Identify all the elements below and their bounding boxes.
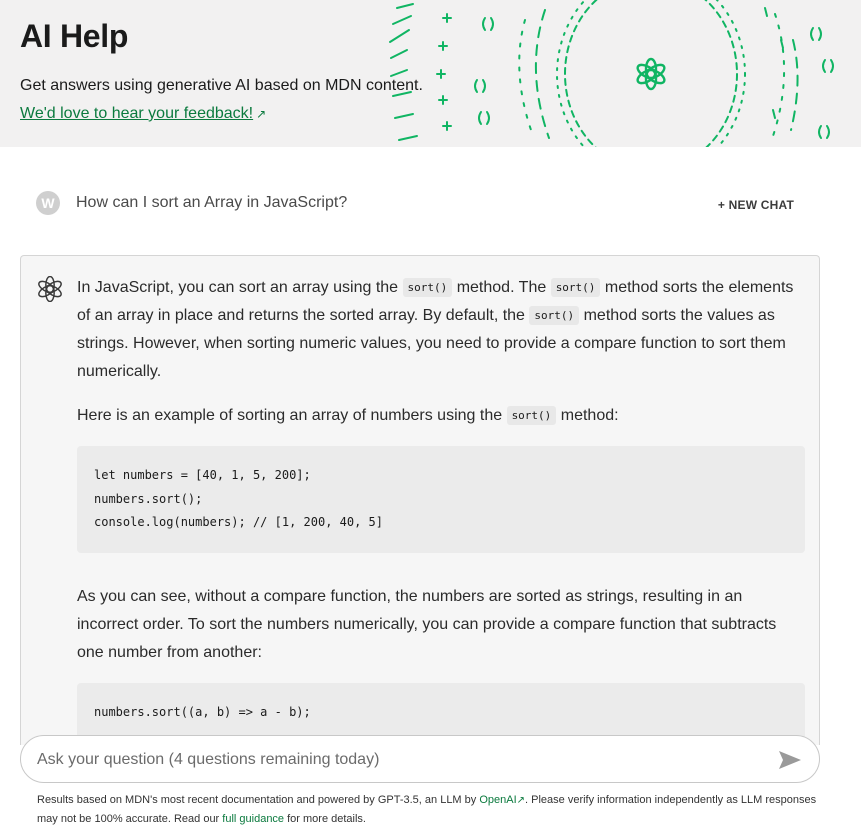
- answer-text: method sorts the values as strings. However, when sorting numeric values, you need to provide a compare function to sort them numerically.: [77, 307, 786, 380]
- full-guidance-link[interactable]: full guidance: [222, 813, 285, 825]
- openai-link-label: OpenAI: [479, 794, 517, 806]
- page-subtitle: Get answers using generative AI based on MDN content.: [20, 77, 423, 94]
- inline-code: sort(): [529, 306, 579, 325]
- inline-code: sort(): [551, 278, 601, 297]
- external-link-icon: ↗: [516, 795, 526, 806]
- code-block[interactable]: [77, 446, 805, 553]
- answer-text: method:: [556, 407, 619, 424]
- code-line: numbers.sort();: [94, 491, 203, 506]
- send-icon[interactable]: [777, 748, 803, 772]
- disclaimer: [37, 791, 827, 829]
- answer-text: method. The: [452, 279, 551, 296]
- openai-logo-icon: [37, 276, 63, 302]
- answer-paragraph: As you can see, without a compare function, the numbers are sorted as strings, resulting in an incorrect order. To sort the numbers numerically, you can provide a compare function that subtracts one number from another:: [77, 587, 777, 661]
- page-title: AI Help: [20, 18, 129, 54]
- answer-card: [20, 255, 820, 745]
- question-row: [20, 180, 820, 226]
- disclaimer-text: for more details.: [284, 813, 366, 825]
- user-question: How can I sort an Array in JavaScript?: [76, 194, 348, 211]
- hero-banner: [0, 0, 861, 147]
- answer-paragraph: [77, 274, 805, 386]
- new-chat-button[interactable]: + NEW CHAT: [717, 198, 794, 212]
- hero-decoration: [385, 0, 861, 147]
- answer-body: [77, 274, 805, 745]
- answer-text: method sorts the elements of an array in place and returns the sorted array. By default, the: [77, 279, 794, 324]
- inline-code: sort(): [403, 278, 453, 297]
- feedback-link[interactable]: [20, 105, 266, 123]
- answer-paragraph: [77, 402, 805, 430]
- feedback-link-label: We'd love to hear your feedback!: [20, 105, 254, 122]
- openai-link[interactable]: [479, 794, 525, 806]
- answer-text: Here is an example of sorting an array of numbers using the: [77, 407, 507, 424]
- openai-logo-icon: [636, 59, 667, 89]
- question-input[interactable]: [37, 748, 757, 772]
- code-line: numbers.sort((a, b) => a - b);: [94, 704, 311, 719]
- external-link-icon: ↗: [256, 107, 267, 121]
- user-avatar: W: [36, 191, 60, 215]
- code-line: console.log(numbers); // [1, 200, 40, 5]: [94, 515, 383, 529]
- ask-box: [20, 735, 820, 783]
- answer-text: In JavaScript, you can sort an array using the: [77, 279, 403, 296]
- code-block[interactable]: [77, 683, 805, 743]
- inline-code: sort(): [507, 406, 557, 425]
- disclaimer-text: . Please verify information independently as LLM responses may not be 100% accurate. Read our: [37, 794, 817, 825]
- code-line: let numbers = [40, 1, 5, 200];: [94, 468, 311, 482]
- disclaimer-text: Results based on MDN's most recent documentation and powered by GPT-3.5, an LLM by: [37, 794, 480, 806]
